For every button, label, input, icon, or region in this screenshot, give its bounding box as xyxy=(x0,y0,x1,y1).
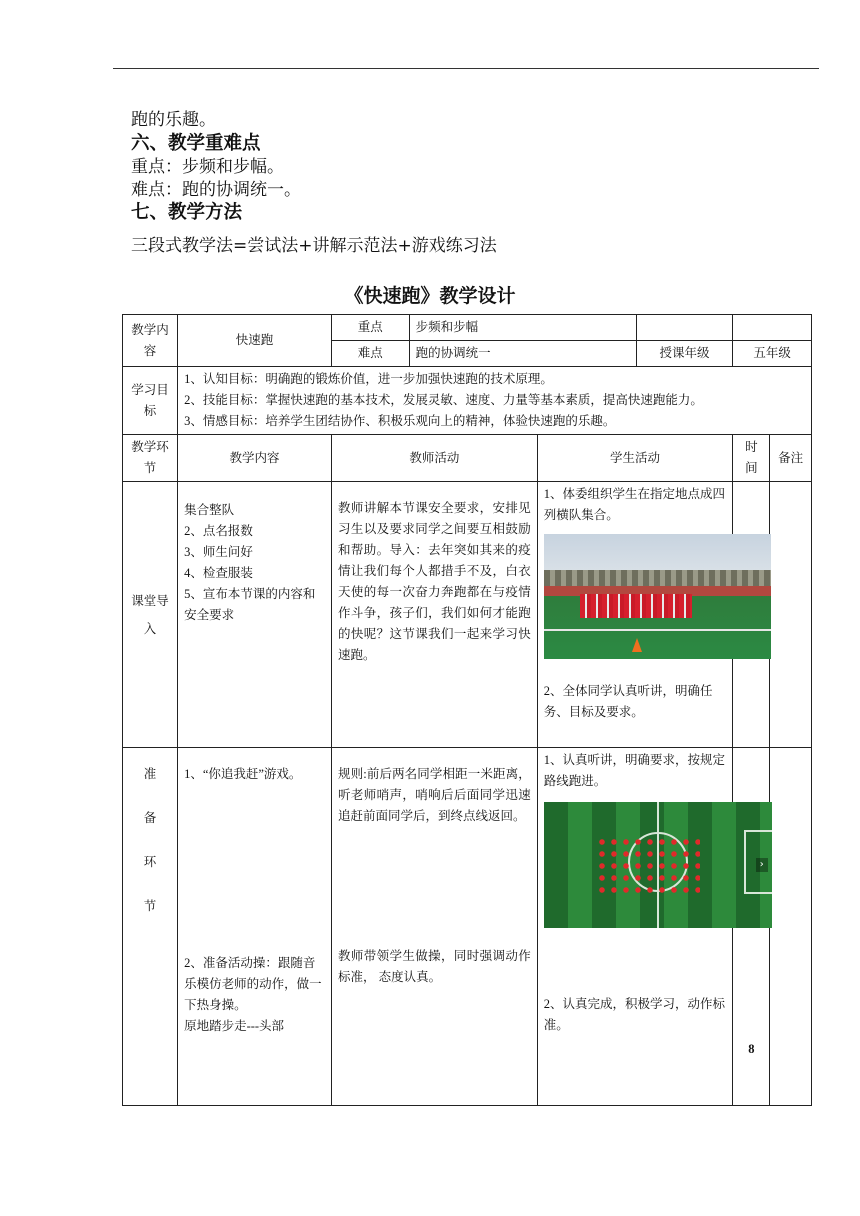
content-warmup-2: 原地踏步走---头部 xyxy=(184,1019,285,1033)
empty-cell xyxy=(636,315,733,341)
section-6-heading: 六、教学重难点 xyxy=(131,133,261,154)
row1-student-activity xyxy=(537,482,733,748)
continuation-line: 跑的乐趣。 xyxy=(131,110,216,130)
field-photo xyxy=(544,802,772,928)
design-title: 《快速跑》教学设计 xyxy=(344,285,516,307)
photo-field-line xyxy=(544,629,771,631)
goal-skill: 2、技能目标：掌握快速跑的基本技术，发展灵敏、速度、力量等基本素质，提高快速跑能力。 xyxy=(184,393,703,407)
method-line: 三段式教学法=尝试法+讲解示范法+游戏练习法 xyxy=(131,236,497,256)
row1-content xyxy=(178,482,332,748)
section-7-heading: 七、教学方法 xyxy=(131,202,243,223)
empty-cell xyxy=(733,315,812,341)
row1-notes xyxy=(770,482,812,748)
grade-value: 五年级 xyxy=(733,341,812,367)
learning-goals-cell xyxy=(178,367,812,435)
header-teacher-activity: 教师活动 xyxy=(332,435,538,482)
lesson-plan-table xyxy=(122,314,812,1106)
photo-trees xyxy=(544,570,771,586)
content-item: 4、检查服装 xyxy=(184,566,253,580)
difficulty-value: 跑的协调统一 xyxy=(409,341,636,367)
chevron-right-icon[interactable]: › xyxy=(756,858,768,872)
header-content: 教学内容 xyxy=(178,435,332,482)
stage-preparation-text: 准备环节 xyxy=(143,767,157,913)
key-point-value: 步频和步幅 xyxy=(409,315,636,341)
goal-cognitive: 1、认知目标：明确跑的锻炼价值，进一步加强快速跑的技术原理。 xyxy=(184,372,553,386)
row2-notes xyxy=(770,748,812,1106)
stage-class-intro: 课堂导入 xyxy=(123,482,178,748)
photo-cone xyxy=(632,638,642,652)
row1-teacher-activity: 教师讲解本节课安全要求，安排见习生以及要求同学之间要互相鼓励和帮助。导入：去年突如其来的疫情让我们每个人都措手不及，白衣天使的每一次奋力奔跑都在与疫情作斗争，孩子们，我们如何才能跑的快呢？这节课我们一起来学习快速跑。 xyxy=(332,482,538,748)
stage-preparation xyxy=(123,748,178,1106)
student-warmup: 2、认真完成，积极学习，动作标准。 xyxy=(543,997,725,1032)
teacher-game-rules: 规则:前后两名同学相距一米距离，听老师哨声，哨响后后面同学迅速追赶前面同学后，到终点线返回。 xyxy=(338,767,531,823)
key-point-line: 重点：步频和步幅。 xyxy=(131,157,284,177)
teacher-warmup: 教师带领学生做操，同时强调动作标准， 态度认真。 xyxy=(338,949,531,984)
label-key-point: 重点 xyxy=(332,315,410,341)
label-learning-goals: 学习目标 xyxy=(123,367,178,435)
student-step-1: 1、体委组织学生在指定地点成四列横队集合。 xyxy=(543,487,725,522)
photo-students xyxy=(596,836,700,898)
header-time: 时间 xyxy=(733,435,770,482)
content-game: 1、“你追我赶”游戏。 xyxy=(184,767,302,781)
row2-time: 8 xyxy=(733,748,770,1106)
row2-teacher-activity xyxy=(332,748,538,1106)
row2-student-activity xyxy=(537,748,764,1106)
row2-content xyxy=(178,748,332,1106)
label-difficulty: 难点 xyxy=(332,341,410,367)
content-item: 集合整队 xyxy=(184,503,235,517)
assembly-photo xyxy=(544,534,771,659)
content-warmup: 2、准备活动操：跟随音乐模仿老师的动作，做一下热身操。 xyxy=(184,956,322,1012)
difficulty-line: 难点：跑的协调统一。 xyxy=(131,180,301,200)
student-step-2: 2、全体同学认真听讲，明确任务、目标及要求。 xyxy=(543,684,713,719)
content-item: 5、宣布本节课的内容和安全要求 xyxy=(184,587,316,622)
header-notes: 备注 xyxy=(770,435,812,482)
goal-affective: 3、情感目标：培养学生团结协作、积极乐观向上的精神，体验快速跑的乐趣。 xyxy=(184,414,616,428)
content-item: 2、点名报数 xyxy=(184,524,253,538)
content-item: 3、师生问好 xyxy=(184,545,253,559)
photo-students xyxy=(580,594,692,618)
header-stage: 教学环节 xyxy=(123,435,178,482)
label-grade: 授课年级 xyxy=(636,341,733,367)
header-student-activity: 学生活动 xyxy=(537,435,733,482)
label-teaching-content: 教学内容 xyxy=(123,315,178,367)
content-value: 快速跑 xyxy=(178,315,332,367)
student-game: 1、认真听讲，明确要求，按规定路线跑进。 xyxy=(543,753,725,788)
header-rule xyxy=(113,68,819,69)
